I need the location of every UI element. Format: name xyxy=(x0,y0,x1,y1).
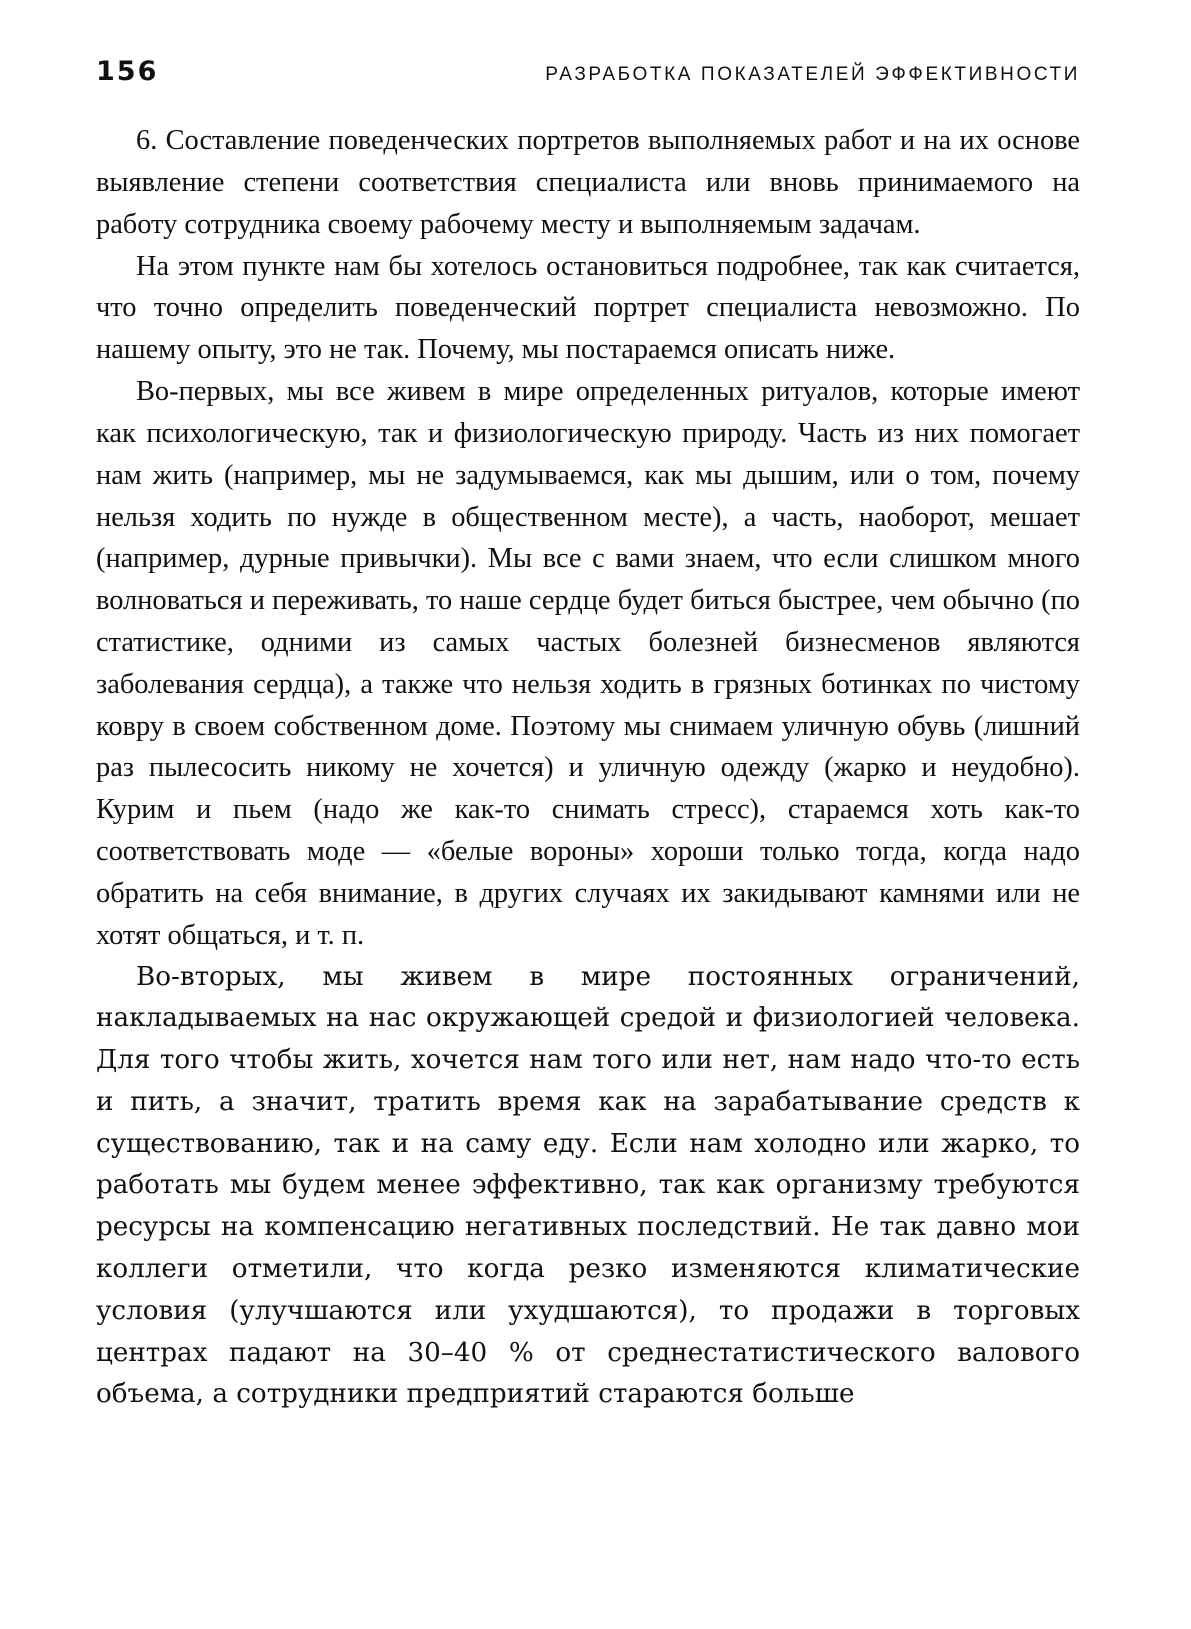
page-number: 156 xyxy=(96,56,159,87)
body-text xyxy=(96,120,1080,1416)
running-head: РАЗРАБОТКА ПОКАЗАТЕЛЕЙ ЭФФЕКТИВНОСТИ xyxy=(545,64,1080,85)
paragraph-first: Во-первых, мы все живем в мире определенных ритуалов, которые имеют как психологическую, так и физиологическую природу. Часть из них помогает нам жить (например, мы не задумываемся, как мы дышим, или о том, почему нельзя ходить по нужде в общественном месте), а часть, наоборот, мешает (например, дурные привычки). Мы все с вами знаем, что если слишком много волноваться и переживать, то наше сердце будет биться быстрее, чем обычно (по статистике, одними из самых частых болезней бизнесменов являются заболевания сердца), а также что нельзя ходить в грязных ботинках по чистому ковру в своем собственном доме. Поэтому мы снимаем уличную обувь (лишний раз пылесосить никому не хочется) и уличную одежду (жарко и неудобно). Курим и пьем (надо же как-то снимать стресс), стараемся хоть как-то соответствовать моде — «белые вороны» хороши только тогда, когда надо обратить на себя внимание, в других случаях их закидывают камнями или не хотят общаться, и т. п. xyxy=(96,376,1080,951)
paragraph-intro: На этом пункте нам бы хотелось остановиться подробнее, так как считается, что точно определить поведенческий портрет специалиста невозможно. По нашему опыту, это не так. Почему, мы постараемся описать ниже. xyxy=(96,250,1080,366)
paragraph-second: Во-вторых, мы живем в мире постоянных ограничений, накладываемых на нас окружающей средой и физиологией человека. Для того чтобы жить, хочется нам того или нет, нам надо что-то есть и пить, а значит, тратить время как на зарабатывание средств к существованию, так и на саму еду. Если нам холодно или жарко, то работать мы будем менее эффективно, так как организму требуются ресурсы на компенсацию негативных последствий. Не так давно мои коллеги отметили, что когда резко изменяются климатические условия (улучшаются или ухудшаются), то продажи в торговых центрах падают на 30–40 % от среднестатистического валового объема, а сотрудники предприятий стараются больше xyxy=(96,961,1080,1410)
paragraph-item-6: 6. Составление поведенческих портретов выполняемых работ и на их основе выявление степени соответствия специалиста или вновь принимаемого на работу сотрудника своему рабочему месту и выполняемым задачам. xyxy=(96,125,1080,240)
page-header xyxy=(96,56,1080,100)
